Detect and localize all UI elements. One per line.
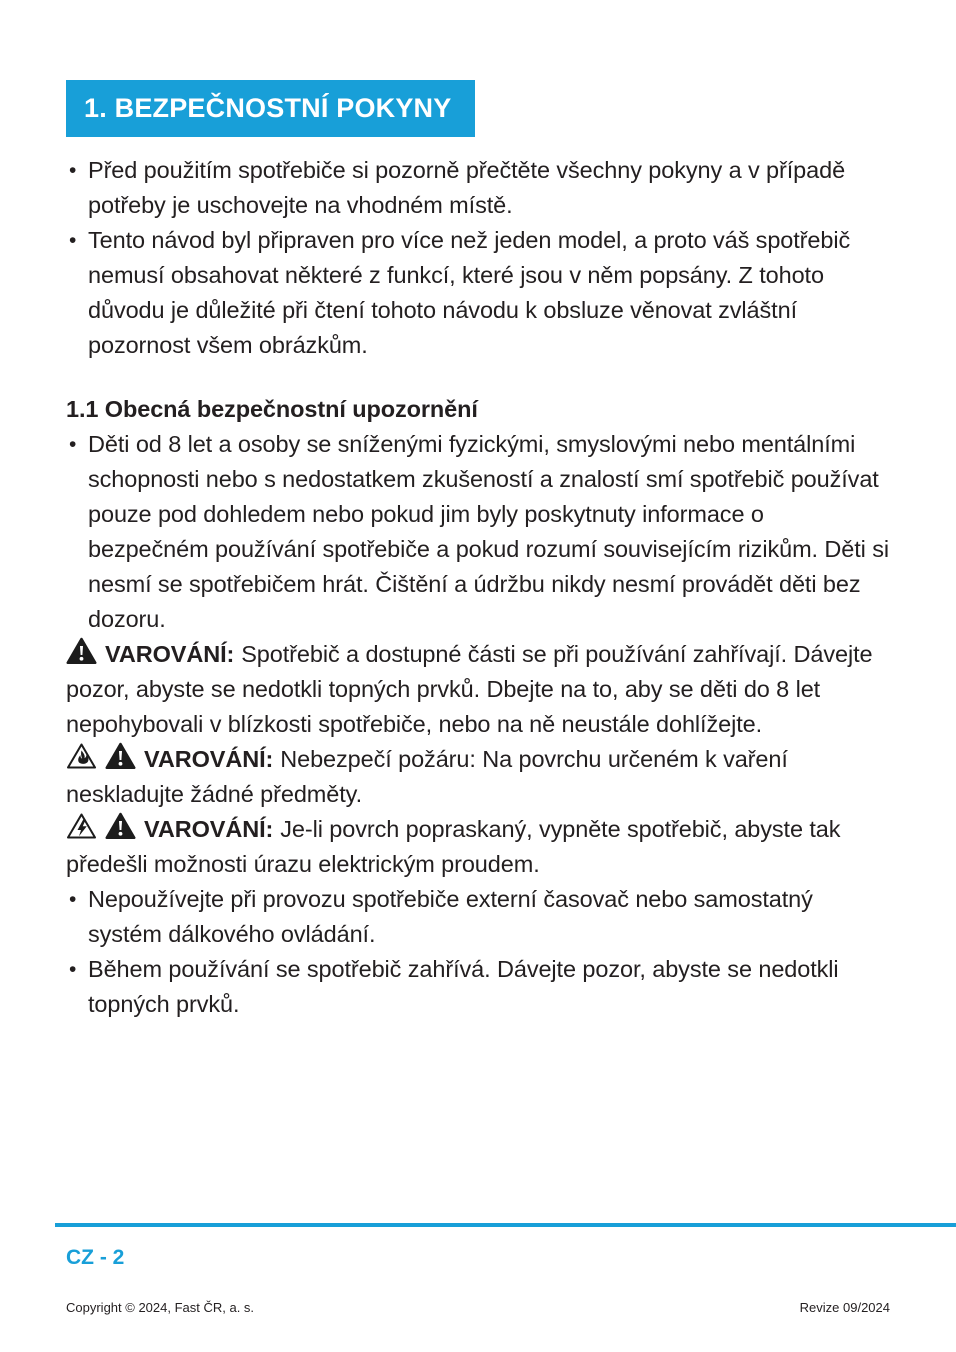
- bullet-item: • Tento návod byl připraven pro více než jeden model, a proto váš spotřebič nemusí obsahovat některé z funkcí, které jsou v něm popsány. Z tohoto důvodu je důležité při čtení tohoto návodu k obsluze věnovat zvláštní pozornost všem obrázkům.: [66, 223, 890, 363]
- page-content: [66, 80, 890, 1022]
- general-safety-bullet-list: [66, 427, 890, 637]
- warning-paragraph: [66, 637, 890, 742]
- warning-triangle-icon: [105, 812, 136, 840]
- bullet-item: • Nepoužívejte při provozu spotřebiče externí časovač nebo samostatný systém dálkového ovládání.: [66, 882, 890, 952]
- fire-hazard-icon: [66, 742, 97, 770]
- section-heading-text: 1. BEZPEČNOSTNÍ POKYNY: [84, 93, 452, 123]
- intro-bullet-list: [66, 153, 890, 363]
- warning-text: Nebezpečí požáru: Na povrchu určeném k vaření neskladujte žádné předměty.: [66, 746, 788, 807]
- warning-text: Je-li povrch popraskaný, vypněte spotřebič, abyste tak předešli možnosti úrazu elektrickým proudem.: [66, 816, 841, 877]
- warning-text: Spotřebič a dostupné části se při používání zahřívají. Dávejte pozor, abyste se nedotkli topných prvků. Dbejte na to, aby se děti do 8 let nepohybovali v blízkosti spotřebiče, nebo na ně neustále dohlížejte.: [66, 641, 873, 737]
- footer-divider: [55, 1223, 956, 1227]
- page-number: CZ - 2: [66, 1246, 125, 1269]
- warning-triangle-icon: [105, 742, 136, 770]
- electric-shock-icon: [66, 812, 97, 840]
- subsection-title: 1.1 Obecná bezpečnostní upozornění: [66, 396, 478, 422]
- bullet-item: • Děti od 8 let a osoby se sníženými fyzickými, smyslovými nebo mentálními schopnosti nebo s nedostatkem zkušeností a znalostí smí spotřebič používat pouze pod dohledem nebo pokud jim byly poskytnuty informace o bezpečném používání spotřebiče a pokud rozumí souvisejícím rizikům. Děti si nesmí se spotřebičem hrát. Čištění a údržbu nikdy nesmí provádět děti bez dozoru.: [66, 427, 890, 637]
- section-heading-badge: [66, 80, 475, 137]
- warning-label: VAROVÁNÍ:: [144, 746, 274, 772]
- copyright-text: Copyright © 2024, Fast ČR, a. s.: [66, 1300, 255, 1315]
- warning-label: VAROVÁNÍ:: [144, 816, 274, 842]
- warning-paragraph: [66, 812, 890, 882]
- warning-triangle-icon: [66, 637, 97, 665]
- bullet-item: • Před použitím spotřebiče si pozorně přečtěte všechny pokyny a v případě potřeby je uschovejte na vhodném místě.: [66, 153, 890, 223]
- bullet-item: • Během používání se spotřebič zahřívá. Dávejte pozor, abyste se nedotkli topných prvků.: [66, 952, 890, 1022]
- warning-paragraph: [66, 742, 890, 812]
- closing-bullet-list: [66, 882, 890, 1022]
- warning-label: VAROVÁNÍ:: [105, 641, 235, 667]
- revision-text: Revize 09/2024: [799, 1300, 890, 1315]
